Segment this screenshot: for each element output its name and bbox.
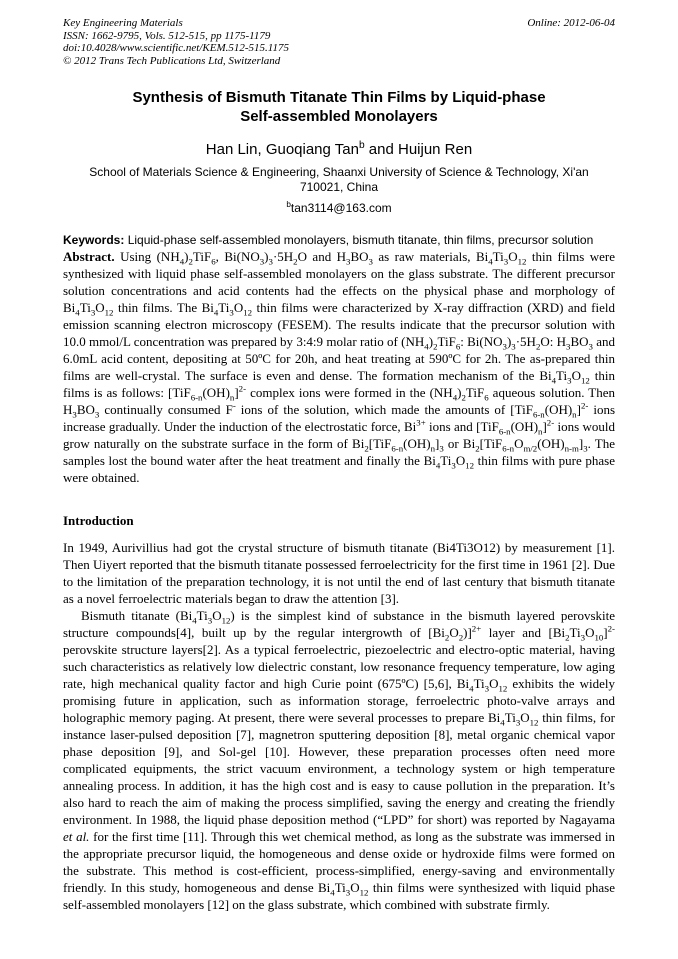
abstract-paragraph: Abstract. Using $(NH_4)_2TiF_6$, $Bi(NO_3)_3\cdot 5H_2O$ and $H_3BO_3$ as raw materials, $Bi_4Ti_3O_{12}$ thin films were synthesized with liquid phase self-assembled monolayers on the glass substrate. The different precursor solution concentrations and acid contents had the effects on the physical phase and morphology of $Bi_4Ti_3O_{12}$ thin films. The $Bi_4Ti_3O_{12}$ thin films were characterized by X-ray diffraction (XRD) and field emission scanning electron microscopy (FESEM). The results indicate that the precursor solution with 10.0 mmol/L concentration was prepared by 3:4:9 molar ratio of $(NH_4)_2TiF_6$: $Bi(NO_3)_3\cdot 5H_2O$: $H_3BO_3$ and 6.0mL acid content, depositing at 50ºC for 20h, and heat treating at 590ºC for 2h. The as-prepared thin films are well-crystal. The surface is even and dense. The formation mechanism of the $Bi_4Ti_3O_{12}$ thin films is as follows: $[TiF_{6-n}(OH)_n]^{2-}$ complex ions were formed in the $(NH_4)_2TiF_6$ aqueous solution. Then $H_3BO_3$ continually consumed F- ions of the solution, which made the amounts of $[TiF_{6-n}(OH)_n]^{2-}$ ions increase gradually. Under the induction of the electrostatic force, $Bi^{3+}$ ions and $[TiF_{6-n}(OH)_n]^{2-}$ ions would grow naturally on the substrate surface in the form of $Bi_2[TiF_{6-n}(OH)_n]_3$ or $Bi_2[TiF_{6-n}O_{m/2}(OH)_{n-m}]_3$. The samples lost the bound water after the heat treatment and finally the $Bi_4Ti_3O_{12}$ thin films with pure phase were obtained. — [63, 249, 616, 485]
doi-line: doi:10.4028/www.scientific.net/KEM.512-515.1175 — [63, 42, 289, 54]
paper-title-line-1: Synthesis of Bismuth Titanate Thin Films by Liquid-phase — [132, 89, 546, 106]
affiliation — [63, 165, 615, 195]
online-date: Online: 2012-06-04 — [527, 17, 615, 29]
introduction-heading: Introduction — [63, 513, 134, 528]
author-email: $^b$tan3114@163.com — [286, 200, 392, 215]
copyright-line: © 2012 Trans Tech Publications Ltd, Switzerland — [63, 54, 281, 67]
introduction-paragraph-1: In 1949, Aurivillius had got the crystal structure of bismuth titanate (Bi4Ti3O12) by measurement [1]. Then Uiyert reported that the bismuth titanate possessed ferroelectricity for the first time in 1961 [2]. Due to the limitation of the preparation technology, it is not until the end of last century that bismuth titanate as a novel ferroelectric materials began to draw the attention [3]. — [63, 540, 615, 606]
affiliation-line-1: School of Materials Science & Engineering, Shaanxi University of Science & Technology, Xi'an — [89, 165, 589, 179]
paper-title — [63, 88, 615, 126]
journal-name: Key Engineering Materials — [63, 17, 183, 29]
keywords-line: Keywords: Liquid-phase self-assembled monolayers, bismuth titanate, thin films, precursor solution — [63, 233, 594, 247]
authors-line: Han Lin, Guoqiang Tan$^b$ and Huijun Ren — [205, 140, 473, 158]
journal-info-block — [63, 17, 289, 67]
journal-header — [63, 17, 615, 67]
paper-title-line-2: Self-assembled Monolayers — [240, 108, 438, 125]
affiliation-line-2: 710021, China — [299, 180, 379, 194]
issn-line: ISSN: 1662-9795, Vols. 512-515, pp 1175-1179 — [63, 29, 271, 42]
introduction-paragraph-2: Bismuth titanate $(Bi_4Ti_3O_{12})$ is the simplest kind of substance in the bismuth layered perovskite structure compounds[4], built up by the regular intergrowth of $[Bi_2O_2)]^{2+}$ layer and $[Bi_2Ti_3O_{10}]^{2-}$ perovskite structure layers[2]. As a typical ferroelectric, piezoelectric and electro-optic material, having such characteristics as relatively low dielectric constant, low resonance frequency temperature, low aging rate, high mechanical quality factor and high Curie point (675ºC) [5,6], $Bi_4Ti_3O_{12}$ exhibits the widely promising future in application, such as information storage, ferroelectric photo-valve arrays and holographic memory paging. At present, there were several processes to prepare $Bi_4Ti_3O_{12}$ thin films, for instance laser-pulsed deposition [7], magnetron sputtering deposition [8], metal organic chemical vapor phase deposition [9], and Sol-gel [10]. However, these preparation processes often need more complicated equipments, the strict vacuum environment, a technology system or high temperature annealing process. In addition, it has the high cost and is easy to cause pollution in the preparation. It’s also hard to reach the aim of making the process simplified, saving the energy and creating the friendly environment. In 1988, the liquid phase deposition method (“LPD” for short) was reported by Nagayama et al. for the first time [11]. Through this wet chemical method, as long as the substrate was immersed in the appropriate precursor liquid, the homogeneous and dense oxide or hydroxide films were formed on the substrate. This method is cost-efficient, process-simplified, energy-saving and environmentally friendly. In this study, homogeneous and dense $Bi_4Ti_3O_{12}$ thin films were synthesized with liquid phase self-assembled monolayers [12] on the glass substrate, which combined with substrate firmly. — [63, 608, 615, 912]
